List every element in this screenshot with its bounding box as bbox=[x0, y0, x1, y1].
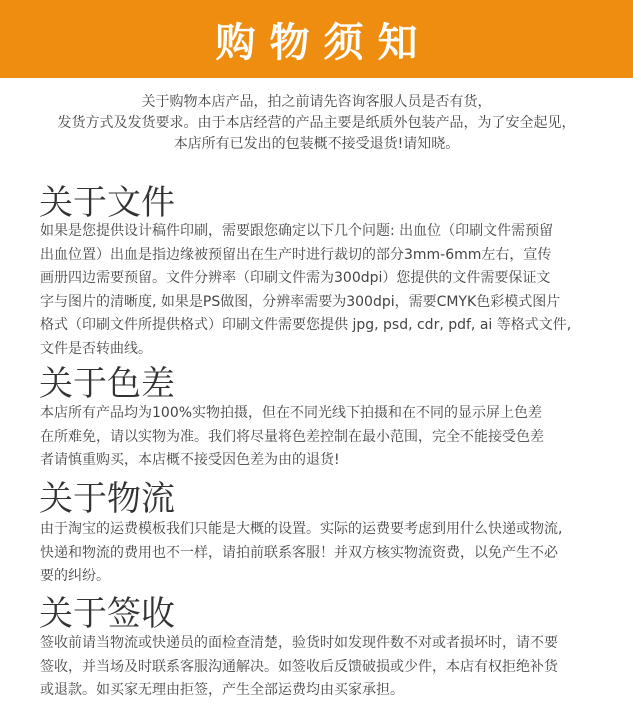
intro-line: 发货方式及发货要求。由于本店经营的产品主要是纸质外包装产品，为了安全起见， bbox=[57, 115, 576, 131]
body-line: 格式（印刷文件所提供格式）印刷文件需要您提供 jpg, psd, cdr, pdf, ai 等格式文件, bbox=[40, 317, 572, 333]
body-line: 如果是您提供设计稿件印刷，需要跟您确定以下几个问题: 出血位（印刷文件需预留 bbox=[40, 223, 554, 239]
section-title-logistics: 关于物流 bbox=[39, 479, 175, 519]
section-body-files bbox=[40, 220, 600, 361]
body-line: 画册四边需要预留。文件分辨率（印刷文件需为300dpi）您提供的文件需要保证文 bbox=[40, 270, 551, 286]
section-title-color-difference: 关于色差 bbox=[39, 364, 175, 404]
section-title-receipt: 关于签收 bbox=[39, 594, 175, 634]
body-line: 本店所有产品均为100%实物拍摄，但在不同光线下拍摄和在不同的显示屏上色差 bbox=[40, 405, 543, 421]
body-line: 出血位置）出血是指边缘被预留出在生产时进行裁切的部分3mm-6mm左右，宣传 bbox=[40, 246, 552, 263]
section-title-files: 关于文件 bbox=[39, 183, 175, 223]
header-banner bbox=[0, 0, 633, 78]
body-line: 由于淘宝的运费模板我们只能是大概的设置。实际的运费要考虑到用什么快递或物流, bbox=[40, 521, 563, 537]
body-line: 者请慎重购买，本店概不接受因色差为由的退货! bbox=[40, 452, 340, 468]
body-line: 字与图片的清晰度, 如果是PS做图，分辨率需要为300dpi，需要CMYK色彩模式图片 bbox=[40, 293, 561, 310]
body-line: 文件是否转曲线。 bbox=[40, 340, 152, 357]
body-line: 或退款。如买家无理由拒签，产生全部运费均由买家承担。 bbox=[40, 682, 404, 698]
body-line: 签收前请当物流或快递员的面检查清楚，验货时如发现件数不对或者损坏时，请不要 bbox=[40, 635, 558, 651]
section-body-receipt bbox=[40, 632, 600, 703]
intro-line: 关于购物本店产品，拍之前请先咨询客服人员是否有货， bbox=[141, 94, 492, 110]
intro-paragraph bbox=[0, 92, 633, 155]
body-line: 快递和物流的费用也不一样，请拍前联系客服！并双方核实物流资费，以免产生不必 bbox=[40, 544, 558, 561]
page-title: 购物须知 bbox=[215, 18, 432, 66]
intro-line: 本店所有已发出的包装概不接受退货!请知晓。 bbox=[173, 136, 460, 152]
body-line: 要的纠纷。 bbox=[40, 568, 110, 584]
body-line: 签收，并当场及时联系客服沟通解决。如签收后反馈破损或少件，本店有权拒绝补货 bbox=[40, 658, 558, 675]
body-line: 在所难免，请以实物为准。我们将尽量将色差控制在最小范围，完全不能接受色差 bbox=[40, 428, 544, 445]
section-body-logistics bbox=[40, 518, 600, 589]
section-body-color-difference bbox=[40, 402, 600, 473]
